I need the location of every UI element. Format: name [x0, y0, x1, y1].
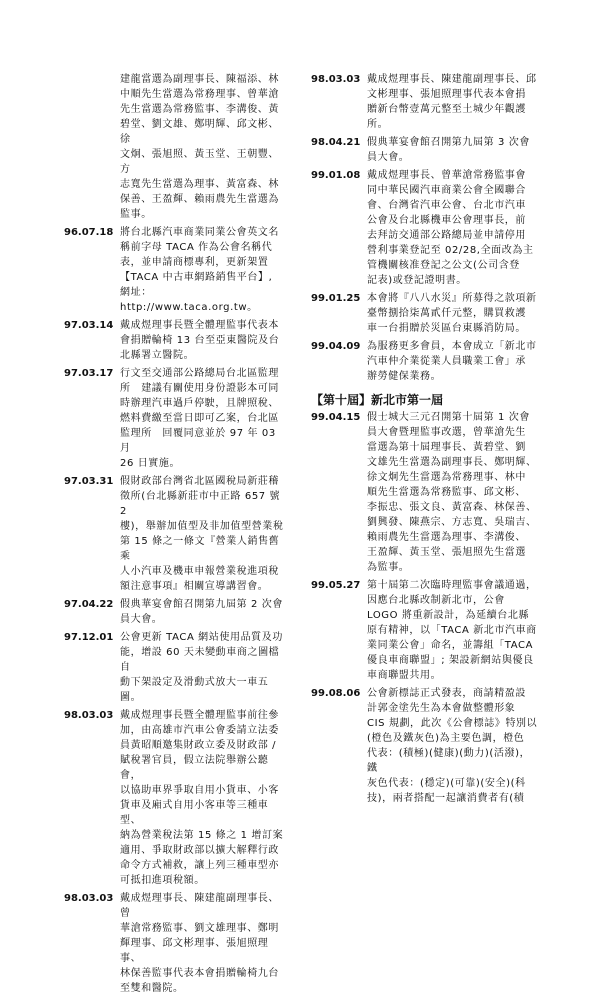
entry-date: 99.04.09	[311, 341, 361, 352]
chronology-entry	[64, 630, 284, 705]
right-column	[311, 72, 539, 809]
entry-text: 戴成煜理事長暨全體理監事前往參 加，由高雄市汽車公會委請立法委 員黃昭順邀集財政立委及財政部 / 賦稅署官員，假立法院舉辦公聽會， 以協助車界爭取自用小貨車、小客 貨車及廂式自用小客車等三種車型、 納為營業稅法第 15 條之 1 增訂案 適用、爭取財政部以擴大解釋行政 命令方式補救，讓上列三種車型亦 可抵扣進項稅額。	[120, 710, 284, 886]
entry-date: 99.01.25	[311, 293, 361, 304]
chronology-entry	[311, 686, 539, 806]
entry-date: 98.04.21	[311, 137, 361, 148]
chronology-entry	[311, 72, 539, 132]
entry-text: 假士城大三元召開第十屆第 1 次會 員大會暨理監事改選，曾華滄先生 當選為第十屆理事長、黃碧堂、劉 文雄先生當選為副理事長、鄭明輝、 徐文炯先生當選為常務理事、林中 順先生當選為常務監事、邱文彬、 李振忠、張文良、黃富森、林保善、 劉興發、陳燕宗、方志寬、吳瑞吉、 賴雨農先生當選為理事、李溝俊、 王盈輝、黃玉堂、張旭照先生當選 為監事。	[367, 412, 537, 573]
entry-text: 戴成煜理事長暨全體理監事代表本 會捐贈輪椅 13 台至亞東醫院及台 北縣署立醫院。	[120, 320, 280, 361]
entry-text: 為服務更多會員，本會成立「新北市 汽車仲介業從業人員職業工會」承 辦勞健保業務。	[367, 341, 537, 382]
chronology-entry	[311, 410, 539, 575]
chronology-entry	[311, 135, 539, 165]
chronology-entry	[64, 891, 284, 996]
chronology-entry	[311, 291, 539, 336]
entry-date: 99.04.15	[311, 412, 361, 423]
chronology-entry	[64, 597, 284, 627]
entry-text: 公會更新 TACA 網站使用品質及功 能，增設 60 天未變動車商之圖檔自 動下架設定及滑動式放大一車五圖。	[120, 632, 283, 703]
entry-text: 戴成煜理事長、曾華滄常務監事會 同中華民國汽車商業公會全國聯合 會、台灣省汽車公會、台北市汽車 公會及台北縣機車公會理事長，前 去拜訪交通部公路總局並申請停用 營利事業登記至 02/28,全面改為主 管機關核准登記之公文(公司含登 記表)或登記證明書。	[367, 170, 534, 286]
chronology-entry	[64, 366, 284, 471]
entry-date: 96.07.18	[64, 227, 114, 238]
continuation-text: 建龍當選為副理事長、陳福添、林 中順先生當選為常務理事、曾華滄 先生當選為常務監事、李溝俊、黃 碧堂、劉文雄、鄭明輝、邱文彬、徐 文炯、張旭照、黃玉堂、王朝豐、方 志寬先生當選為理事、黃富森、林 保善、王盈輝、賴雨農先生當選為 監事。	[120, 74, 279, 220]
entry-date: 98.03.03	[64, 710, 114, 721]
chronology-entry	[311, 339, 539, 384]
entry-date: 97.03.14	[64, 320, 114, 331]
entry-date: 99.01.08	[311, 170, 361, 181]
entry-text: 假典華宴會館召開第九屆第 3 次會 員大會。	[367, 137, 530, 163]
entry-text: 將台北縣汽車商業同業公會英文名 稱前字母 TACA 作為公會名稱代 表，並申請商標專利，更新架置 【TACA 中古車網路銷售平台】, 網址：http://www.taca.org.tw。	[120, 227, 279, 313]
section-heading: 【第十屆】新北市第一屆	[311, 393, 444, 407]
entry-date: 97.03.31	[64, 476, 114, 487]
entry-text: 戴成煜理事長、陳建龍副理事長、邱 文彬理事、張旭照理事代表本會捐 贈新台幣壹萬元整至土城少年觀護 所。	[367, 74, 537, 130]
chronology-entry	[311, 168, 539, 288]
entry-text: 公會新標誌正式發表，商請精盈設 計郭金塗先生為本會做整體形象 CIS 規劃，此次《公會標誌》特別以 (橙色及鐵灰色)為主要色調，橙色 代表：(積極)(健康)(動力)(活潑)，鐵 灰色代表：(穩定)(可靠)(安全)(科 技)，兩者搭配一起讓消費者有(積	[367, 688, 538, 804]
chronology-entry	[311, 578, 539, 683]
chronology-entry	[64, 474, 284, 594]
entry-text: 戴成煜理事長、陳建龍副理事長、曾 華滄常務監事、劉文雄理事、鄭明 輝理事、邱文彬理事、張旭照理事、 林保善監事代表本會捐贈輪椅九台 至雙和醫院。	[120, 893, 279, 994]
left-column	[64, 72, 284, 999]
chronology-entry	[64, 708, 284, 888]
chronology-entry	[64, 225, 284, 315]
entry-date: 97.03.17	[64, 368, 114, 379]
entry-text: 假財政部台灣省北區國稅局新莊稽 徵所(台北縣新莊市中正路 657 號 2 樓)，舉辦加值型及非加值型營業稅 第 15 條之一條文『營業人銷售舊乘 人小汽車及機車申報營業稅進項稅 額注意事項』相關宣導講習會。	[120, 476, 284, 592]
entry-date: 97.12.01	[64, 632, 114, 643]
entry-date: 99.08.06	[311, 688, 361, 699]
entry-date: 98.03.03	[64, 893, 114, 904]
entry-text: 假典華宴會館召開第九屆第 2 次會 員大會。	[120, 599, 283, 625]
chronology-entry	[64, 318, 284, 363]
entry-text: 第十屆第二次臨時理監事會議通過， 因應台北縣改制新北市，公會 LOGO 將重新設計，為延續台北縣 原有精神，以「TACA 新北市汽車商 業同業公會」命名，並籌組「TACA 優良車商聯盟」; 架設新網站與優良 車商聯盟共用。	[367, 580, 537, 681]
entry-date: 97.04.22	[64, 599, 114, 610]
entry-text: 本會將『八八水災』所募得之款項新 臺幣捌拾柒萬貳仟元整，購買救護 車一台捐贈於災區台東縣消防局。	[367, 293, 537, 334]
entry-date: 99.05.27	[311, 580, 361, 591]
entry-text: 行文至交通部公路總局台北區監理 所 建議有關使用身份證影本可同 時辦理汽車過戶停駛，且牌照稅、 燃料費繳至當日即可乙案，台北區 監理所 回覆同意並於 97 年 03 月 26 日實施。	[120, 368, 279, 469]
entry-date: 98.03.03	[311, 74, 361, 85]
